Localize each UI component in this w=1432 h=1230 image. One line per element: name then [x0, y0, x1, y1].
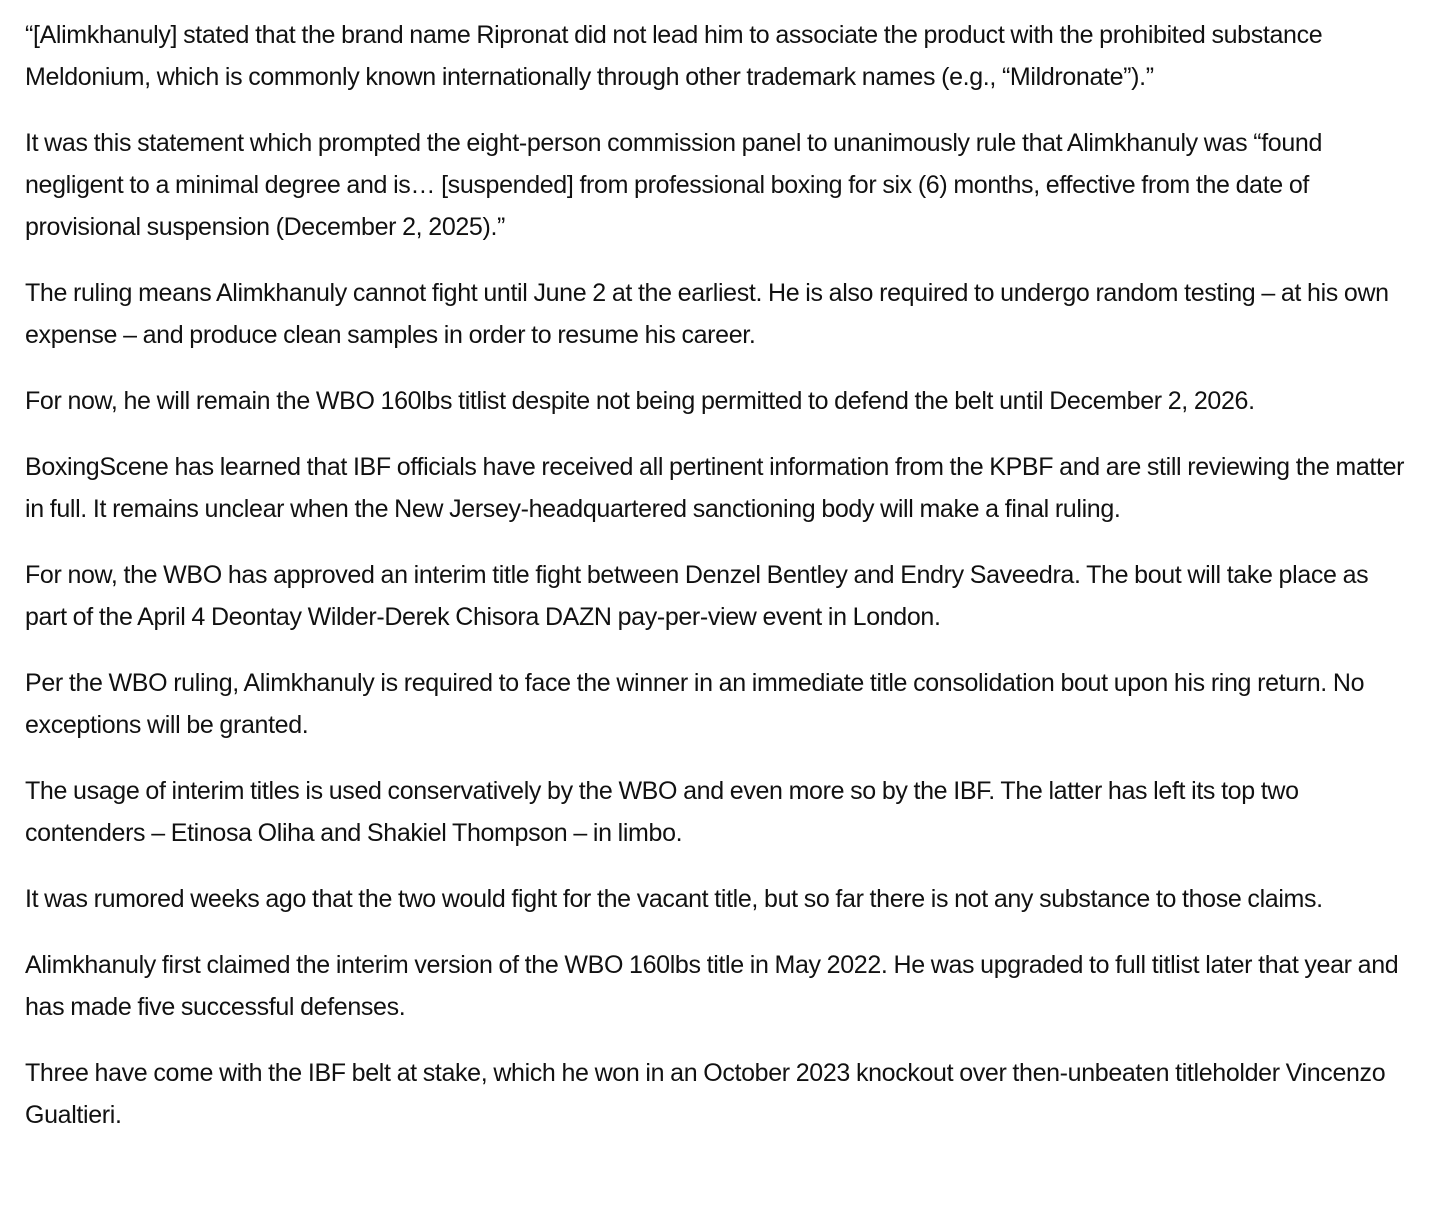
paragraph-ibf-belt: Three have come with the IBF belt at stake, which he won in an October 2023 knockout over then-unbeaten titleholder Vincenzo Gualtieri.: [25, 1059, 1386, 1129]
paragraph-interim-fight: For now, the WBO has approved an interim title fight between Denzel Bentley and Endry Saveedra. The bout will take place as part of the April 4 Deontay Wilder-Derek Chisora DAZN pay-per-view event in London.: [25, 561, 1369, 631]
paragraph-commission-ruling: It was this statement which prompted the eight-person commission panel to unanimously rule that Alimkhanuly was “found negligent to a minimal degree and is… [suspended] from professional boxing for six (6) months, effective from the date of provisional suspension (December 2, 2025).”: [25, 129, 1323, 241]
paragraph-wbo-titlist: For now, he will remain the WBO 160lbs titlist despite not being permitted to defend the belt until December 2, 2026.: [25, 387, 1255, 415]
paragraph-quote-ripronat: “[Alimkhanuly] stated that the brand name Ripronat did not lead him to associate the product with the prohibited substance Meldonium, which is commonly known internationally through other trademark names (e.g., “Mildronate”).”: [25, 21, 1323, 91]
paragraph-suspension-terms: The ruling means Alimkhanuly cannot fight until June 2 at the earliest. He is also required to undergo random testing – at his own expense – and produce clean samples in order to resume his career.: [25, 279, 1389, 349]
paragraph-title-history: Alimkhanuly first claimed the interim version of the WBO 160lbs title in May 2022. He was upgraded to full titlist later that year and has made five successful defenses.: [25, 951, 1399, 1021]
paragraph-rumored-fight: It was rumored weeks ago that the two would fight for the vacant title, but so far there is not any substance to those claims.: [25, 885, 1323, 913]
paragraph-ibf-review: BoxingScene has learned that IBF officials have received all pertinent information from the KPBF and are still reviewing the matter in full. It remains unclear when the New Jersey-headquartered sanctioning body will make a final ruling.: [25, 453, 1405, 523]
paragraph-consolidation-bout: Per the WBO ruling, Alimkhanuly is required to face the winner in an immediate title consolidation bout upon his ring return. No exceptions will be granted.: [25, 669, 1365, 739]
paragraph-interim-titles: The usage of interim titles is used conservatively by the WBO and even more so by the IBF. The latter has left its top two contenders – Etinosa Oliha and Shakiel Thompson – in limbo.: [25, 777, 1299, 847]
